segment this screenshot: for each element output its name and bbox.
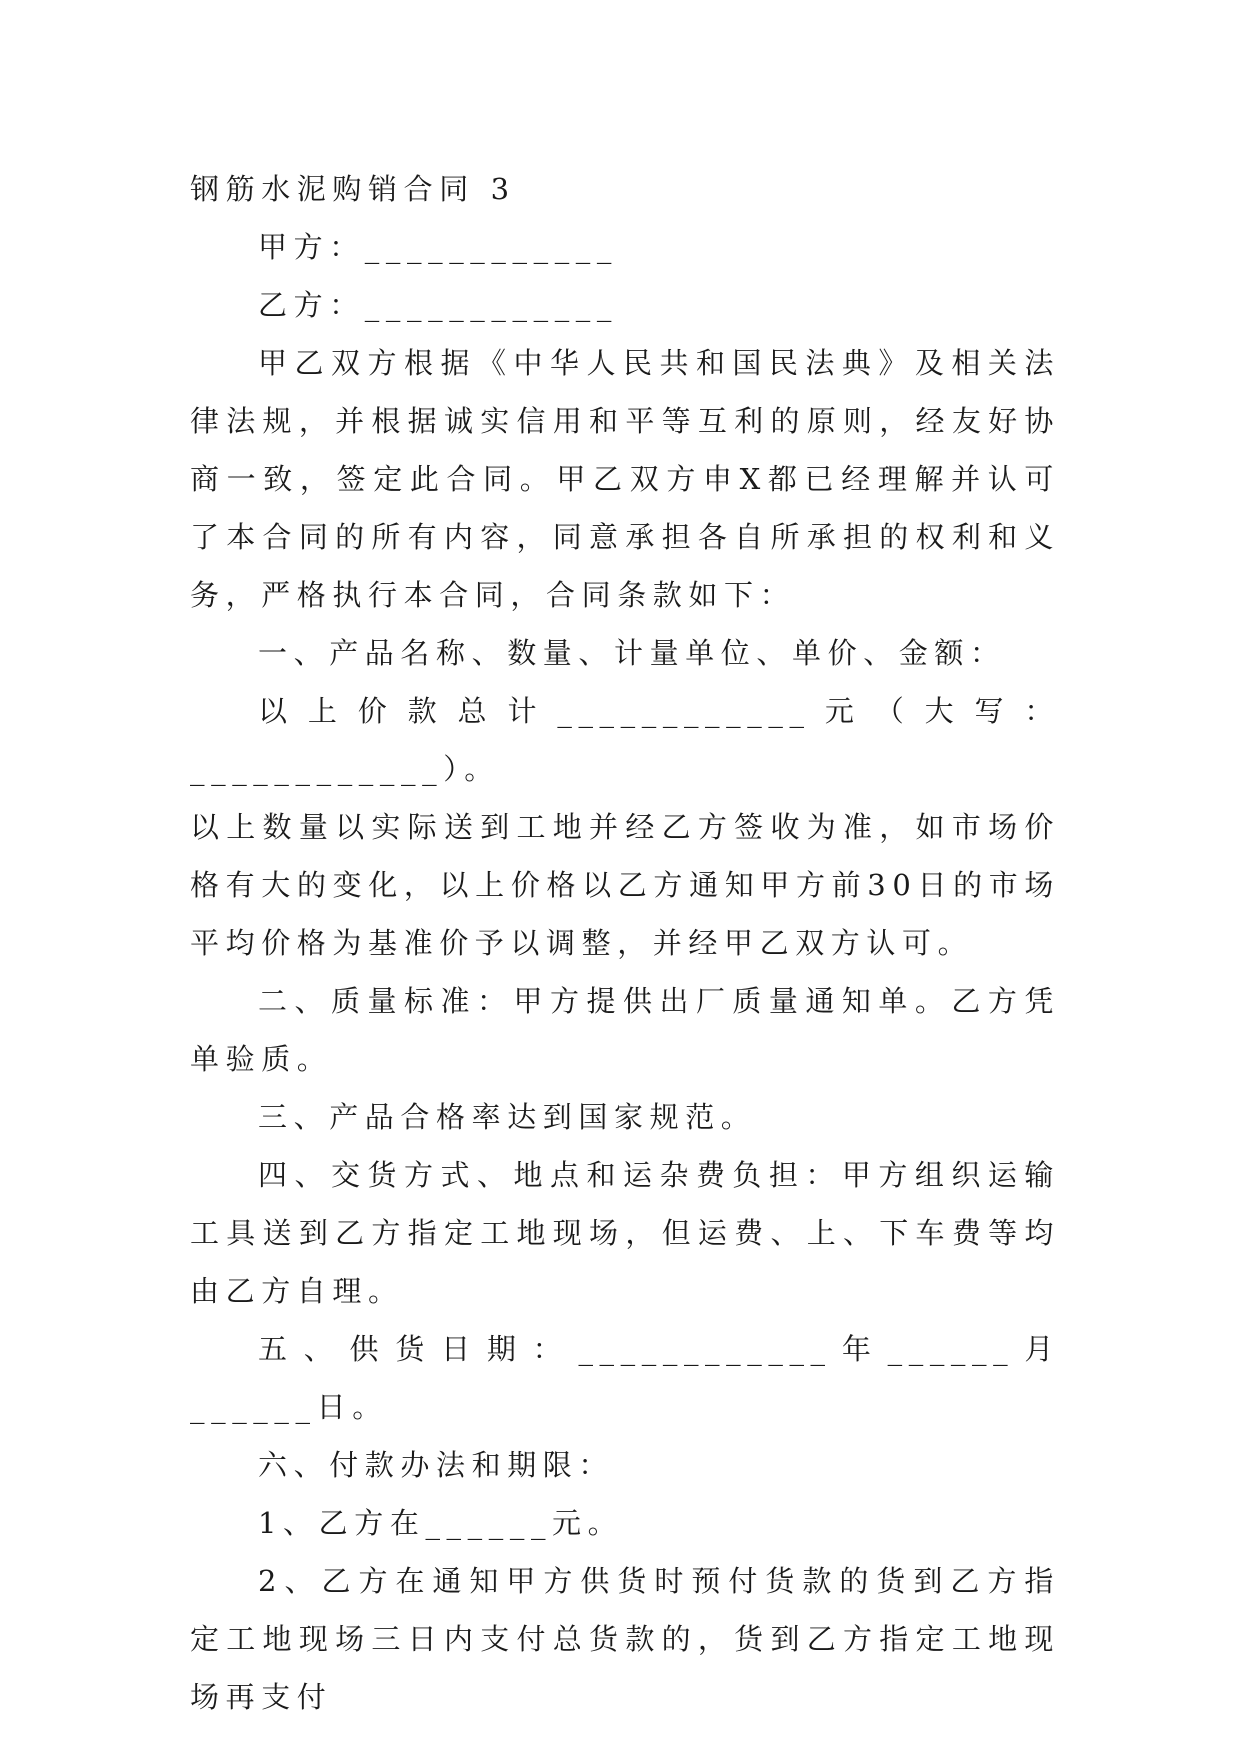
party-a-line: 甲方：____________ — [258, 230, 618, 264]
clause-4-delivery: 四、交货方式、地点和运杂费负担：甲方组织运输工具送到乙方指定工地现场，但运费、上、下车费等均由乙方自理。 — [190, 1158, 1060, 1308]
preamble-paragraph: 甲乙双方根据《中华人民共和国民法典》及相关法律法规，并根据诚实信用和平等互利的原则，经友好协商一致，签定此合同。甲乙双方申X都已经理解并认可了本合同的所有内容，同意承担各自所承担的权利和义务，严格执行本合同，合同条款如下： — [190, 346, 1060, 612]
quantity-price-paragraph: 以上数量以实际送到工地并经乙方签收为准，如市场价格有大的变化，以上价格以乙方通知甲方前30日的市场平均价格为基准价予以调整，并经甲乙双方认可。 — [190, 810, 1060, 960]
clause-6-payment-heading: 六、付款办法和期限： — [258, 1448, 615, 1482]
document-title: 钢筋水泥购销合同 3 — [190, 172, 516, 206]
clause-5-supply-date: 五、供货日期：____________年______月______日。 — [190, 1332, 1060, 1424]
payment-item-1: 1、乙方在______元。 — [258, 1506, 624, 1540]
clause-1-heading: 一、产品名称、数量、计量单位、单价、金额： — [258, 636, 1006, 670]
party-b-line: 乙方：____________ — [258, 288, 618, 322]
document-body — [190, 160, 1060, 1726]
total-price-line: 以上价款总计____________元（大写：____________）。 — [190, 694, 1060, 786]
clause-3-pass-rate: 三、产品合格率达到国家规范。 — [258, 1100, 757, 1134]
payment-item-2: 2、乙方在通知甲方供货时预付货款的货到乙方指定工地现场三日内支付总货款的，货到乙方指定工地现场再支付 — [190, 1564, 1060, 1714]
clause-2-quality: 二、质量标准：甲方提供出厂质量通知单。乙方凭单验质。 — [190, 984, 1060, 1076]
